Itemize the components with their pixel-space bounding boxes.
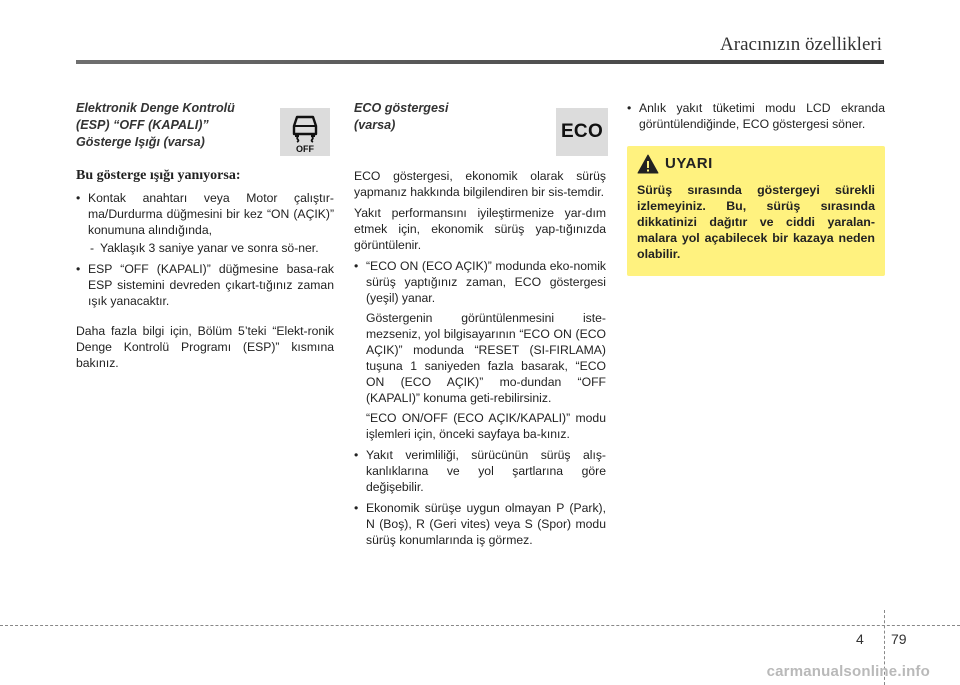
eco-heading-line-2: (varsa) <box>354 118 396 132</box>
lcd-bullet-1: • Anlık yakıt tüketimi modu LCD ekranda görüntülendiğinde, ECO göstergesi söner. <box>627 100 885 132</box>
esp-subheading: Bu gösterge ışığı yanıyorsa: <box>76 168 241 183</box>
warning-box <box>627 146 885 276</box>
eco-para-1: ECO göstergesi, ekonomik olarak sürüş yapmanız hakkında bilgilendiren bir sis-temdir. <box>354 169 606 199</box>
eco-heading-line-1: ECO göstergesi <box>354 101 449 115</box>
esp-bullet-2: • ESP “OFF (KAPALI)” düğmesine basa-rak ESP sistemini devreden çıkart-tığınız zaman ışık yanacaktır. <box>76 261 334 309</box>
esp-bullet-1-text: Kontak anahtarı veya Motor çalıştır-ma/Durdurma düğmesini bir kez “ON (AÇIK)” konumuna alındığında, <box>88 191 334 237</box>
esp-bullet-1 <box>76 190 334 256</box>
eco-bullet-2: • Yakıt verimliliği, sürücünün sürüş alış-kanlıklarına ve yol şartlarına göre değişebilir. <box>354 447 606 495</box>
esp-heading-line-1: Elektronik Denge Kontrolü <box>76 101 235 115</box>
eco-bullet-1 <box>354 258 606 442</box>
warning-title: UYARI <box>665 155 713 172</box>
column-lcd <box>627 100 885 276</box>
eco-bullet-1-text: “ECO ON (ECO AÇIK)” modunda eko-nomik sürüş yaptığınız zaman, ECO göstergesi (yeşil) yanar. <box>366 259 606 305</box>
esp-icon-label: OFF <box>296 144 314 153</box>
eco-bullet-list <box>354 258 606 548</box>
eco-heading-block <box>354 100 606 158</box>
esp-heading-line-3: Gösterge Işığı (varsa) <box>76 135 205 149</box>
esp-heading-line-2: (ESP) “OFF (KAPALI)” <box>76 118 209 132</box>
warning-header <box>637 154 875 174</box>
esp-off-icon <box>280 108 330 156</box>
warning-triangle-icon <box>637 154 659 174</box>
column-esp <box>76 100 334 376</box>
page-header-title: Aracınızın özellikleri <box>720 34 882 55</box>
warning-text: Sürüş sırasında göstergeyi sürekli izlemeyiniz. Bu, sürüş sırasında dikkatinizi dağıtır ve ciddi yaralan-malara yol açabilecek bir kazaya neden olabilir. <box>637 183 875 261</box>
esp-bullet-1-sub: - Yaklaşık 3 saniye yanar ve sonra sö-ner. <box>88 240 334 256</box>
lcd-bullet-list <box>627 100 885 132</box>
esp-bullet-list <box>76 190 334 309</box>
esp-heading-block <box>76 100 334 158</box>
watermark-text: carmanualsonline.info <box>766 663 930 680</box>
eco-bullet-1-para-2: Göstergenin görüntülenmesini iste-mezseniz, yol bilgisayarının “ECO ON (ECO AÇIK)” modunda “RESET (SI-FIRLAMA) tuşuna 1 saniyeden fazla basarak, “ECO ON (ECO AÇIK)” mo-dundan “OFF (KAPALI)” konuma geti-rebilirsiniz. <box>366 311 606 405</box>
esp-footnote: Daha fazla bilgi için, Bölüm 5’teki “Elekt-ronik Denge Kontrolü Programı (ESP)” kısmına bakınız. <box>76 324 334 370</box>
footer-rule <box>0 625 960 626</box>
column-eco <box>354 100 606 553</box>
eco-para-2: Yakıt performansını iyileştirmenize yar-dım etmek için, ekonomik sürüş yap-tığınızda görüntülenir. <box>354 206 606 252</box>
page-number: 79 <box>891 631 907 647</box>
header-rule <box>76 60 884 64</box>
chapter-number: 4 <box>856 631 864 647</box>
eco-bullet-3: • Ekonomik sürüşe uygun olmayan P (Park), N (Boş), R (Geri vites) veya S (Spor) modu sürüş konumlarında iş görmez. <box>354 500 606 548</box>
eco-indicator-icon: ECO <box>556 108 608 156</box>
eco-bullet-1-para-3: “ECO ON/OFF (ECO AÇIK/KAPALI)” modu işlemleri için, önceki sayfaya ba-kınız. <box>366 411 606 441</box>
